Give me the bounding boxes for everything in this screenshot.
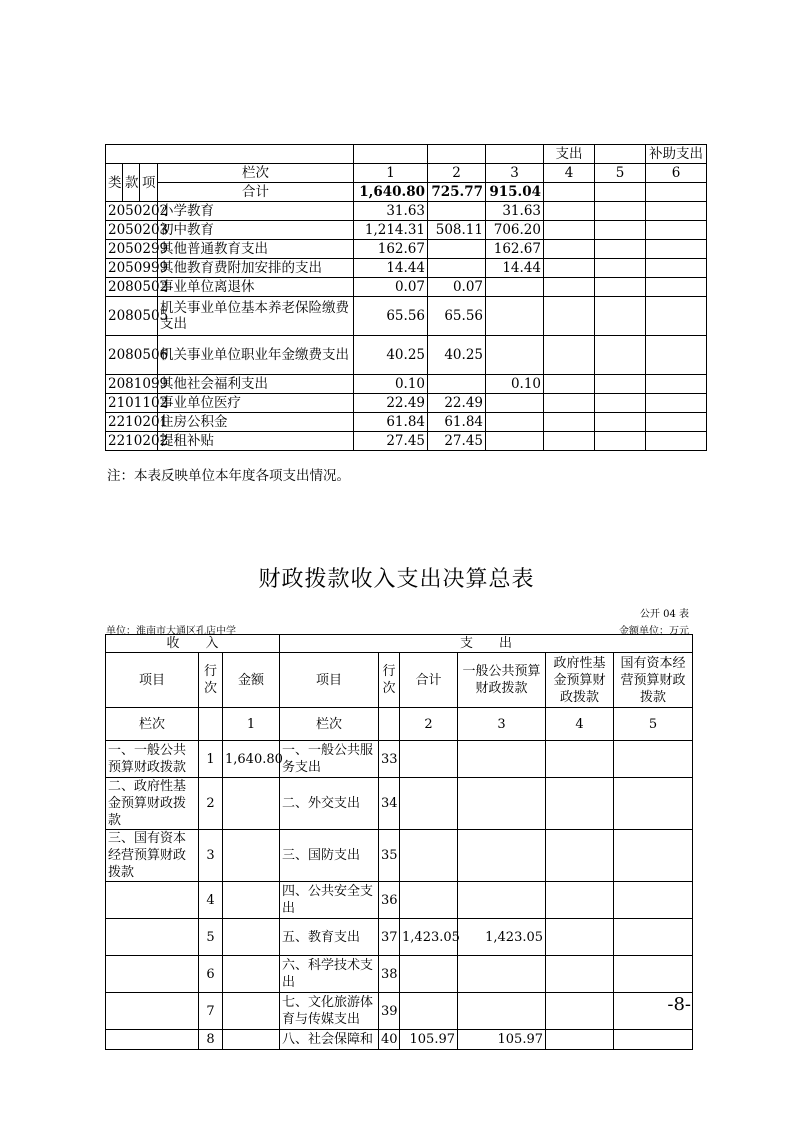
table-row [106,882,693,919]
empty-cell [595,278,646,297]
row-c2: 508.11 [428,221,486,240]
expense-general [458,993,546,1030]
row-name: 小学教育 [158,202,354,221]
col-kuan: 款 [123,164,140,202]
empty-cell [646,278,707,297]
row-c2: 65.56 [428,297,486,336]
row-code: 2080505 [106,297,158,336]
income-item [106,882,199,919]
empty-cell [646,221,707,240]
empty-cell [544,259,595,278]
col-general: 一般公共预算财政拨款 [458,653,546,708]
col-xiang: 项 [140,164,158,202]
expense-total [400,741,458,778]
empty-cell [646,240,707,259]
expense-gov-fund [546,830,614,882]
table-row [106,221,707,240]
row-code: 2050202 [106,202,158,221]
empty-cell [595,413,646,432]
expense-total [400,830,458,882]
table-row [106,1030,693,1050]
table-row [106,259,707,278]
expense-gov-fund [546,956,614,993]
expense-total [400,993,458,1030]
table-row [106,375,707,394]
table-row [106,993,693,1030]
col-number: 5 [595,164,646,183]
row-c3: 31.63 [486,202,544,221]
empty-cell [595,259,646,278]
table2-header-cols [106,653,693,708]
expense-gov-fund [546,882,614,919]
expense-total: 105.97 [400,1030,458,1050]
income-line: 7 [199,993,223,1030]
expense-state-capital [614,919,693,956]
income-amount [223,956,280,993]
income-line: 1 [199,741,223,778]
expense-general [458,882,546,919]
expense-item: 六、科学技术支出 [280,956,379,993]
row-c3: 14.44 [486,259,544,278]
row-c2: 61.84 [428,413,486,432]
row-name: 事业单位医疗 [158,394,354,413]
expense-total [400,956,458,993]
row-name: 事业单位离退休 [158,278,354,297]
income-line: 8 [199,1030,223,1050]
empty-cell [544,394,595,413]
row-code: 2050203 [106,221,158,240]
total-label: 合计 [158,183,354,202]
header-blank [106,145,354,164]
page-number: -8- [667,994,691,1015]
expense-line: 40 [379,1030,400,1050]
fiscal-appropriation-table [105,634,693,1050]
col-line2: 行次 [379,653,400,708]
row-name: 住房公积金 [158,413,354,432]
row-c3 [486,394,544,413]
table1-body [106,202,707,451]
empty-cell [595,375,646,394]
row-c2: 27.45 [428,432,486,451]
empty-cell [379,708,400,741]
income-item [106,919,199,956]
expense-total: 1,423.05 [400,919,458,956]
row-c3 [486,432,544,451]
row-c1: 65.56 [354,297,428,336]
table-row [106,297,707,336]
table-row [106,202,707,221]
empty-cell [595,432,646,451]
col-number: 2 [428,164,486,183]
table-row [106,240,707,259]
row-name: 初中教育 [158,221,354,240]
table-row [106,394,707,413]
expense-state-capital [614,778,693,830]
row-name: 其他社会福利支出 [158,375,354,394]
expense-gov-fund [546,919,614,956]
total-c2: 725.77 [428,183,486,202]
income-line: 3 [199,830,223,882]
row-name: 提租补贴 [158,432,354,451]
row-c1: 162.67 [354,240,428,259]
col-number: 6 [646,164,707,183]
expense-item: 一、一般公共服务支出 [280,741,379,778]
expense-general [458,830,546,882]
table1-note: 注：本表反映单位本年度各项支出情况。 [107,468,350,484]
empty-cell [646,336,707,375]
expense-header: 支 出 [280,635,693,653]
header-blank [354,145,428,164]
row-c2 [428,202,486,221]
expense-general: 105.97 [458,1030,546,1050]
col-item2: 项目 [280,653,379,708]
row-code: 2050999 [106,259,158,278]
table-row [106,336,707,375]
expenditure-detail-table [105,144,707,451]
table2-lanci-row [106,708,693,741]
row-c1: 31.63 [354,202,428,221]
expense-general [458,956,546,993]
row-c1: 0.07 [354,278,428,297]
expense-item: 二、外交支出 [280,778,379,830]
row-c2: 22.49 [428,394,486,413]
empty-cell [544,336,595,375]
expense-state-capital [614,956,693,993]
empty-cell [646,413,707,432]
col-number: 3 [486,164,544,183]
empty-cell [595,183,646,202]
table2-header-group [106,635,693,653]
income-amount [223,882,280,919]
row-c2 [428,240,486,259]
empty-cell [595,394,646,413]
empty-cell [646,375,707,394]
empty-cell [544,432,595,451]
income-item: 二、政府性基金预算财政拨款 [106,778,199,830]
expense-total [400,778,458,830]
col-number: 4 [544,164,595,183]
row-c3: 706.20 [486,221,544,240]
page-title: 财政拨款收入支出决算总表 [258,567,535,592]
table-row [106,919,693,956]
col-amount: 金额 [223,653,280,708]
row-code: 2050299 [106,240,158,259]
lanci-n3: 3 [458,708,546,741]
empty-cell [544,221,595,240]
header-subsidy: 补助支出 [646,145,707,164]
income-item [106,956,199,993]
row-name: 其他教育费附加安排的支出 [158,259,354,278]
lanci-n5: 5 [614,708,693,741]
col-gov-fund: 政府性基金预算财政拨款 [546,653,614,708]
row-code: 2210201 [106,413,158,432]
expense-line: 35 [379,830,400,882]
row-c1: 1,214.31 [354,221,428,240]
row-c2: 40.25 [428,336,486,375]
expense-item: 三、国防支出 [280,830,379,882]
row-c3 [486,413,544,432]
money-unit: 金额单位：万元 [619,626,689,637]
col-item: 项目 [106,653,199,708]
income-line: 6 [199,956,223,993]
unit-name: 单位：淮南市大通区孔店中学 [106,626,236,637]
row-c2 [428,375,486,394]
row-code: 2101102 [106,394,158,413]
lanci-n1: 1 [223,708,280,741]
empty-cell [646,259,707,278]
row-c2: 0.07 [428,278,486,297]
col-lei: 类 [106,164,123,202]
expense-general: 1,423.05 [458,919,546,956]
lanci-label2: 栏次 [280,708,379,741]
expense-total [400,882,458,919]
row-c2 [428,259,486,278]
empty-cell [199,708,223,741]
income-amount [223,919,280,956]
income-amount [223,830,280,882]
row-c1: 14.44 [354,259,428,278]
income-line: 5 [199,919,223,956]
empty-cell [544,375,595,394]
income-item [106,993,199,1030]
income-line: 4 [199,882,223,919]
col-lanci: 栏次 [158,164,354,183]
total-c3: 915.04 [486,183,544,202]
row-c1: 0.10 [354,375,428,394]
expense-gov-fund [546,778,614,830]
row-name: 机关事业单位职业年金缴费支出 [158,336,354,375]
lanci-label: 栏次 [106,708,199,741]
empty-cell [595,336,646,375]
row-c3 [486,278,544,297]
empty-cell [646,432,707,451]
expense-line: 33 [379,741,400,778]
header-blank [486,145,544,164]
empty-cell [646,297,707,336]
row-code: 2080506 [106,336,158,375]
expense-general [458,778,546,830]
row-name: 机关事业单位基本养老保险缴费支出 [158,297,354,336]
expense-line: 39 [379,993,400,1030]
income-amount [223,778,280,830]
empty-cell [595,240,646,259]
expense-item: 七、文化旅游体育与传媒支出 [280,993,379,1030]
row-c1: 40.25 [354,336,428,375]
empty-cell [646,394,707,413]
empty-cell [544,240,595,259]
empty-cell [595,297,646,336]
row-name: 其他普通教育支出 [158,240,354,259]
table-row [106,778,693,830]
table-row [106,413,707,432]
table-row [106,830,693,882]
expense-line: 38 [379,956,400,993]
total-c1: 1,640.80 [354,183,428,202]
expense-line: 34 [379,778,400,830]
row-code: 2081099 [106,375,158,394]
table1-header-top [106,145,707,164]
empty-cell [595,202,646,221]
row-c3 [486,336,544,375]
empty-cell [646,202,707,221]
expense-state-capital [614,1030,693,1050]
expense-gov-fund [546,741,614,778]
table-row [106,432,707,451]
expense-item: 八、社会保障和 [280,1030,379,1050]
row-code: 2210202 [106,432,158,451]
col-number: 1 [354,164,428,183]
col-state-capital: 国有资本经营预算财政拨款 [614,653,693,708]
empty-cell [544,202,595,221]
expense-state-capital [614,830,693,882]
table-row [106,278,707,297]
income-amount [223,1030,280,1050]
income-item [106,1030,199,1050]
expense-line: 36 [379,882,400,919]
empty-cell [646,183,707,202]
expense-general [458,741,546,778]
empty-cell [544,413,595,432]
expense-gov-fund [546,993,614,1030]
empty-cell [544,297,595,336]
col-total: 合计 [400,653,458,708]
expense-state-capital [614,741,693,778]
expense-item: 五、教育支出 [280,919,379,956]
header-blank [428,145,486,164]
table1-total-row [106,183,707,202]
income-line: 2 [199,778,223,830]
table2-body [106,741,693,1050]
income-amount: 1,640.80 [223,741,280,778]
expense-state-capital [614,882,693,919]
row-c3: 0.10 [486,375,544,394]
empty-cell [544,183,595,202]
table-row [106,956,693,993]
lanci-n2: 2 [400,708,458,741]
lanci-n4: 4 [546,708,614,741]
expense-line: 37 [379,919,400,956]
row-c3 [486,297,544,336]
income-header: 收 入 [106,635,280,653]
col-line: 行次 [199,653,223,708]
income-item: 三、国有资本经营预算财政拨款 [106,830,199,882]
income-amount [223,993,280,1030]
table1-header-labels [106,164,707,183]
income-item: 一、一般公共预算财政拨款 [106,741,199,778]
row-code: 2080502 [106,278,158,297]
header-blank [595,145,646,164]
expense-item: 四、公共安全支出 [280,882,379,919]
row-c1: 22.49 [354,394,428,413]
table-row [106,741,693,778]
header-expense: 支出 [544,145,595,164]
form-number: 公开 04 表 [639,609,689,620]
row-c1: 27.45 [354,432,428,451]
empty-cell [595,221,646,240]
row-c3: 162.67 [486,240,544,259]
expense-gov-fund [546,1030,614,1050]
row-c1: 61.84 [354,413,428,432]
empty-cell [544,278,595,297]
